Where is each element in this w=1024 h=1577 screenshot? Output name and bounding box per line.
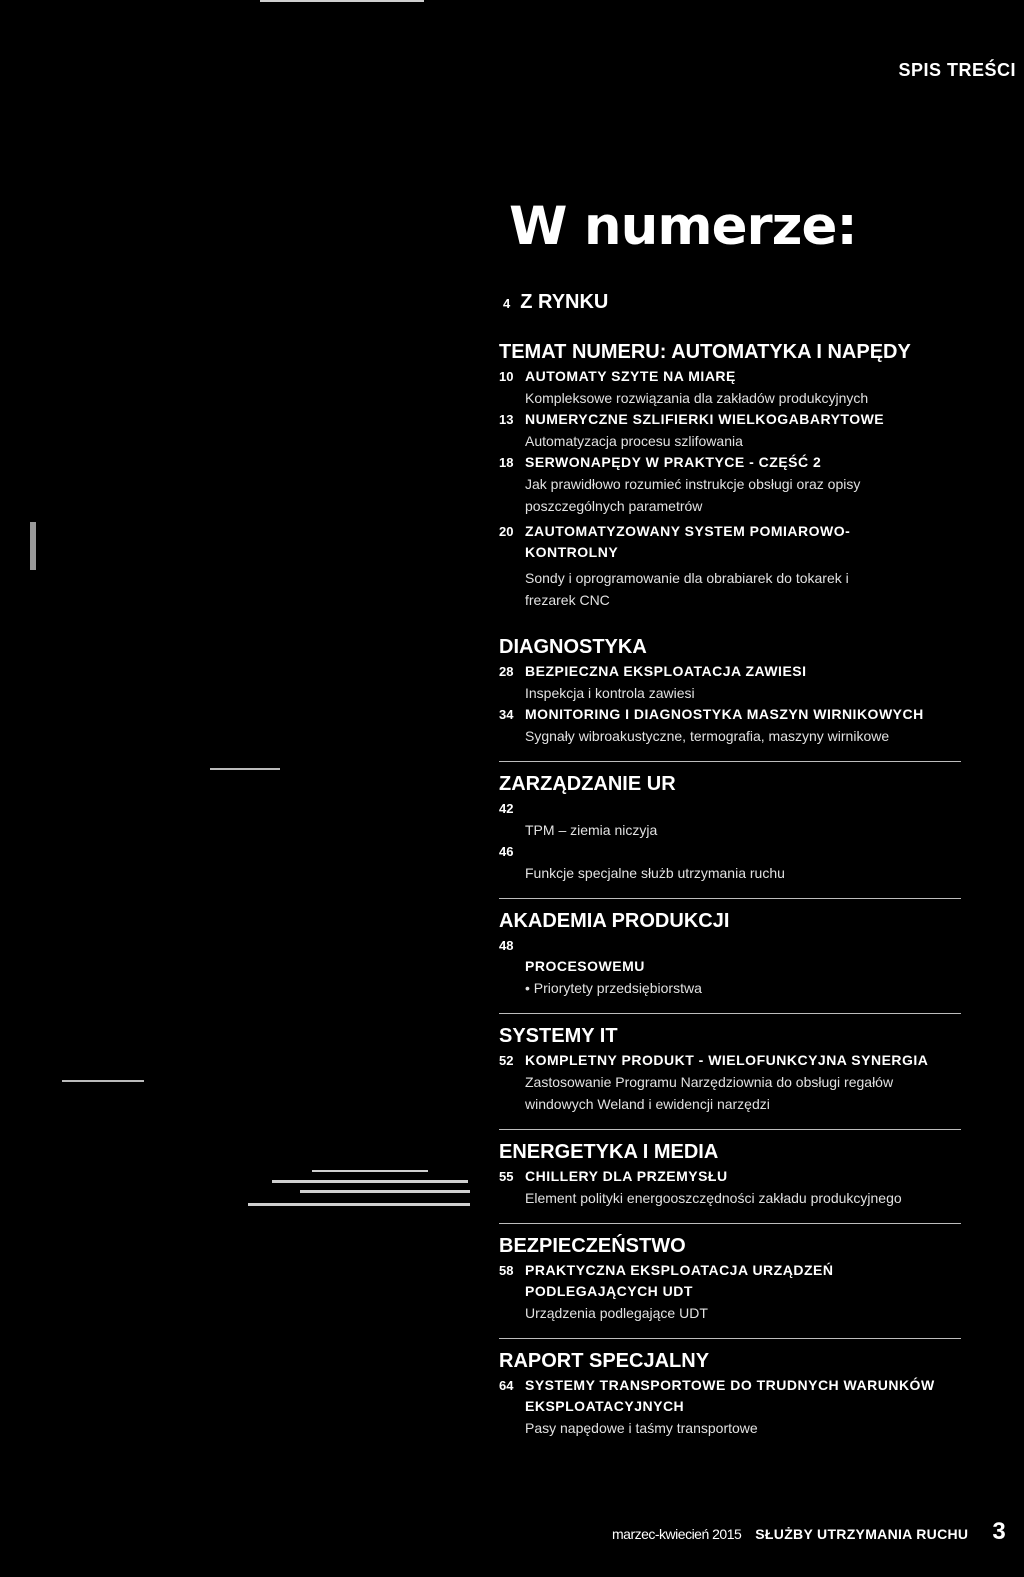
toc-entry: [499, 1050, 961, 1115]
entry-title: NUMERYCZNE SZLIFIERKI WIELKOGABARYTOWE: [525, 411, 885, 427]
entry-bullet: • Priorytety przedsiębiorstwa: [525, 980, 702, 996]
section-divider: [499, 898, 961, 899]
scan-line: [300, 1190, 470, 1193]
toc-entry: [499, 1166, 961, 1209]
entry-number: 34: [499, 707, 514, 722]
toc-entry: [499, 862, 961, 884]
page-number: 3: [992, 1518, 1006, 1545]
toc-section: [499, 1349, 961, 1439]
entry-subtitle: Pasy napędowe i taśmy transportowe: [525, 1420, 758, 1436]
toc-entry: [499, 1260, 961, 1324]
section-divider: [499, 1223, 961, 1224]
entry-subtitle: Zastosowanie Programu Narzędziownia do obsługi regałów windowych Weland i ewidencji narzędzi: [525, 1074, 894, 1112]
section-heading: SYSTEMY IT: [499, 1025, 618, 1047]
section-divider: [499, 1129, 961, 1130]
entry-subtitle: Urządzenia podlegające UDT: [525, 1305, 708, 1321]
entry-number: 55: [499, 1169, 514, 1184]
entry-number: 4: [503, 296, 511, 311]
toc-section: [499, 1024, 961, 1115]
entry-number: 10: [499, 369, 514, 384]
scan-line: [62, 1080, 144, 1082]
toc-entry: [499, 409, 961, 452]
entry-title: BEZPIECZNA EKSPLOATACJA ZAWIESI: [525, 663, 807, 679]
entry-title: PROCESOWEMU: [525, 958, 645, 974]
entry-title: SYSTEMY TRANSPORTOWE DO TRUDNYCH WARUNKÓW EKSPLOATACYJNYCH: [525, 1377, 935, 1414]
issue-date: marzec-kwiecień 2015: [612, 1526, 742, 1542]
scan-line: [272, 1180, 468, 1183]
toc-entry: [499, 452, 961, 517]
section-heading: RAPORT SPECJALNY: [499, 1350, 710, 1372]
section-divider: [499, 1338, 961, 1339]
entry-title: AUTOMATY SZYTE NA MIARĘ: [525, 368, 736, 384]
toc-section: [499, 1234, 961, 1324]
toc-entry: [499, 521, 961, 611]
page-title: W numerze:: [509, 196, 857, 257]
entry-number: 46: [499, 844, 514, 859]
toc-entry: [499, 819, 961, 841]
entry-number: 64: [499, 1378, 514, 1393]
entry-title: PRAKTYCZNA EKSPLOATACJA URZĄDZEŃ PODLEGAJĄCYCH UDT: [525, 1262, 834, 1299]
entry-number: 18: [499, 455, 514, 470]
entry-number: 58: [499, 1263, 514, 1278]
section-label: SPIS TREŚCI: [898, 60, 1016, 80]
page-footer: [612, 1518, 1006, 1546]
section-heading: ZARZĄDZANIE UR: [499, 773, 676, 795]
entry-title: ZAUTOMATYZOWANY SYSTEM POMIAROWO-KONTROLNY: [525, 523, 851, 560]
entry-title: SERWONAPĘDY W PRAKTYCE - CZĘŚĆ 2: [525, 454, 822, 470]
toc-entry: [499, 661, 961, 704]
scan-mark: [30, 522, 36, 570]
top-rule-artifact: [260, 0, 424, 2]
entry-subtitle: Kompleksowe rozwiązania dla zakładów produkcyjnych: [525, 390, 869, 406]
entry-subtitle: Funkcje specjalne służb utrzymania ruchu: [525, 865, 785, 881]
toc-entry: [499, 704, 961, 747]
magazine-name: SŁUŻBY UTRZYMANIA RUCHU: [755, 1526, 969, 1542]
section-heading: BEZPIECZEŃSTWO: [499, 1235, 686, 1257]
entry-number: 28: [499, 664, 514, 679]
section-divider: [499, 761, 961, 762]
entry-subtitle: TPM – ziemia niczyja: [525, 822, 658, 838]
toc-entry: [499, 366, 961, 409]
section-heading: AKADEMIA PRODUKCJI: [499, 910, 730, 932]
entry-subtitle: Automatyzacja procesu szlifowania: [525, 433, 743, 449]
toc-entry: [499, 935, 961, 956]
toc-section: [499, 1140, 961, 1209]
section-heading: ENERGETYKA I MEDIA: [499, 1141, 719, 1163]
table-of-contents: [499, 340, 961, 1439]
toc-section: [499, 635, 961, 747]
entry-title: MONITORING I DIAGNOSTYKA MASZYN WIRNIKOWYCH: [525, 706, 924, 722]
entry-title: KOMPLETNY PRODUKT - WIELOFUNKCYJNA SYNERGIA: [525, 1052, 929, 1068]
scan-line: [248, 1203, 470, 1206]
entry-subtitle: Sondy i oprogramowanie dla obrabiarek do tokarek i frezarek CNC: [525, 570, 849, 608]
section-heading: DIAGNOSTYKA: [499, 636, 647, 658]
toc-intro-entry: [503, 291, 608, 314]
toc-section: [499, 340, 961, 611]
section-divider: [499, 1013, 961, 1014]
entry-subtitle: Jak prawidłowo rozumieć instrukcje obsługi oraz opisy poszczególnych parametrów: [525, 476, 861, 514]
toc-entry: [499, 1375, 961, 1439]
section-heading: TEMAT NUMERU: AUTOMATYKA I NAPĘDY: [499, 341, 911, 363]
toc-section: [499, 909, 961, 999]
toc-entry: [499, 956, 961, 999]
entry-subtitle: Sygnały wibroakustyczne, termografia, maszyny wirnikowe: [525, 728, 890, 744]
entry-subtitle: Inspekcja i kontrola zawiesi: [525, 685, 695, 701]
entry-number: 52: [499, 1053, 514, 1068]
entry-subtitle: Element polityki energooszczędności zakładu produkcyjnego: [525, 1190, 902, 1206]
toc-entry: [499, 798, 961, 819]
entry-number: 13: [499, 412, 514, 427]
entry-number: 42: [499, 801, 514, 816]
entry-number: 48: [499, 938, 514, 953]
entry-title: Z RYNKU: [520, 291, 609, 313]
entry-title: CHILLERY DLA PRZEMYSŁU: [525, 1168, 728, 1184]
entry-number: 20: [499, 524, 514, 539]
scan-line: [210, 768, 280, 770]
toc-entry: [499, 841, 961, 862]
toc-section: [499, 772, 961, 884]
scan-line: [312, 1170, 428, 1172]
